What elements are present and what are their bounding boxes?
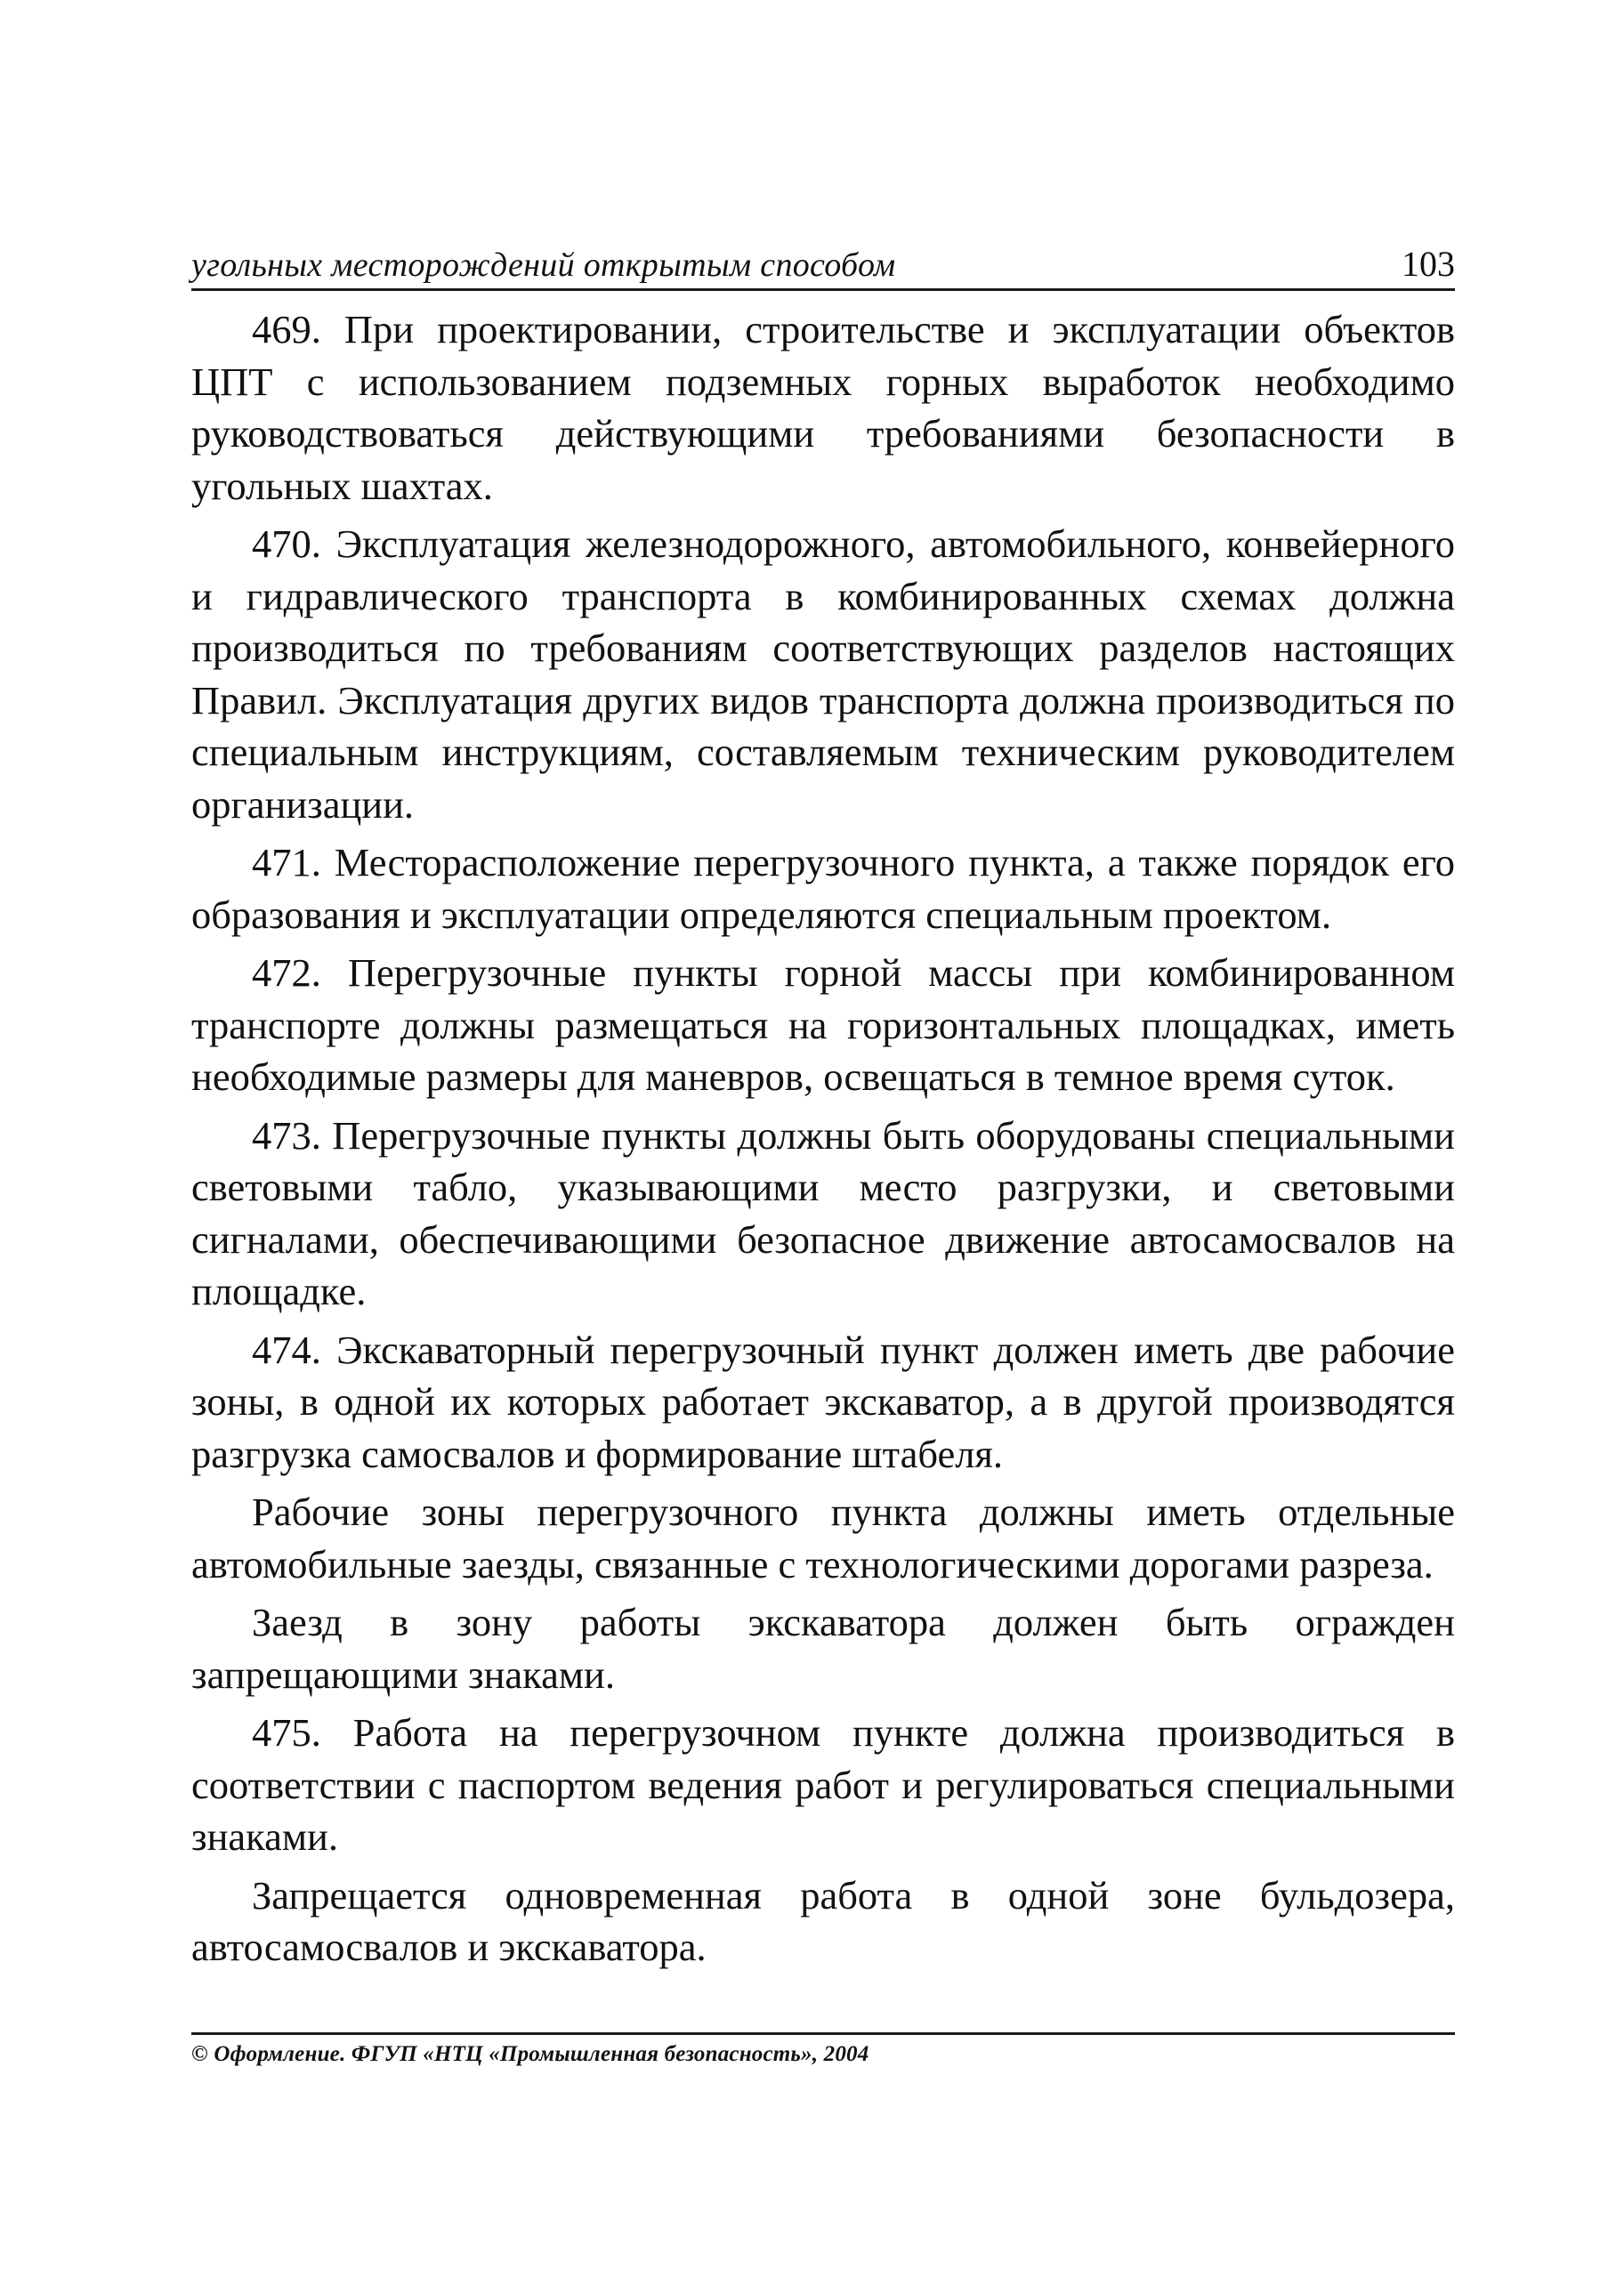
document-body xyxy=(191,303,1455,1974)
paragraph-474-entry: Заезд в зону работы экскаватора должен быть огражден запрещающими знаками. xyxy=(191,1600,1455,1697)
paragraph-469: 469. При проектировании, строительстве и эксплуатации объектов ЦПТ с использованием подземных горных выработок необходимо руководствоваться действующими требованиями безопасности в угольных шахтах. xyxy=(191,307,1455,508)
running-header xyxy=(191,238,1455,291)
paragraph-470: 470. Эксплуатация железнодорожного, автомобильного, конвейерного и гидравлического транспорта в комбинированных схемах должна производиться по требованиям соответствующих разделов настоящих Правил. Эксплуатация других видов транспорта должна производиться по специальным инструкциям, составляемым техническим руководителем организации. xyxy=(191,521,1455,827)
paragraph-475: 475. Работа на перегрузочном пункте должна производиться в соответствии с паспортом ведения работ и регулироваться специальными знаками. xyxy=(191,1710,1455,1859)
page-number: 103 xyxy=(1402,244,1455,284)
paragraph-474-zones: Рабочие зоны перегрузочного пункта должны иметь отдельные автомобильные заезды, связанные с технологическими дорогами разреза. xyxy=(191,1490,1455,1587)
header-title: угольных месторождений открытым способом xyxy=(191,246,896,284)
copyright-footer: © Оформление. ФГУП «НТЦ «Промышленная безопасность», 2004 xyxy=(191,2032,1455,2067)
paragraph-474: 474. Экскаваторный перегрузочный пункт должен иметь две рабочие зоны, в одной их которых работает экскаватор, а в другой производятся разгрузка самосвалов и формирование штабеля. xyxy=(191,1327,1455,1476)
paragraph-472: 472. Перегрузочные пункты горной массы при комбинированном транспорте должны размещаться на горизонтальных площадках, иметь необходимые размеры для маневров, освещаться в темное время суток. xyxy=(191,950,1455,1099)
paragraph-473: 473. Перегрузочные пункты должны быть оборудованы специальными световыми табло, указывающими место разгрузки, и световыми сигналами, обеспечивающими безопасное движение автосамосвалов на площадке. xyxy=(191,1112,1455,1313)
paragraph-475-prohibition: Запрещается одновременная работа в одной зоне бульдозера, автосамосвалов и экскаватора. xyxy=(191,1872,1455,1969)
document-page xyxy=(191,238,1455,1980)
paragraph-471: 471. Месторасположение перегрузочного пункта, а также порядок его образования и эксплуатации определяются специальным проектом. xyxy=(191,840,1455,937)
